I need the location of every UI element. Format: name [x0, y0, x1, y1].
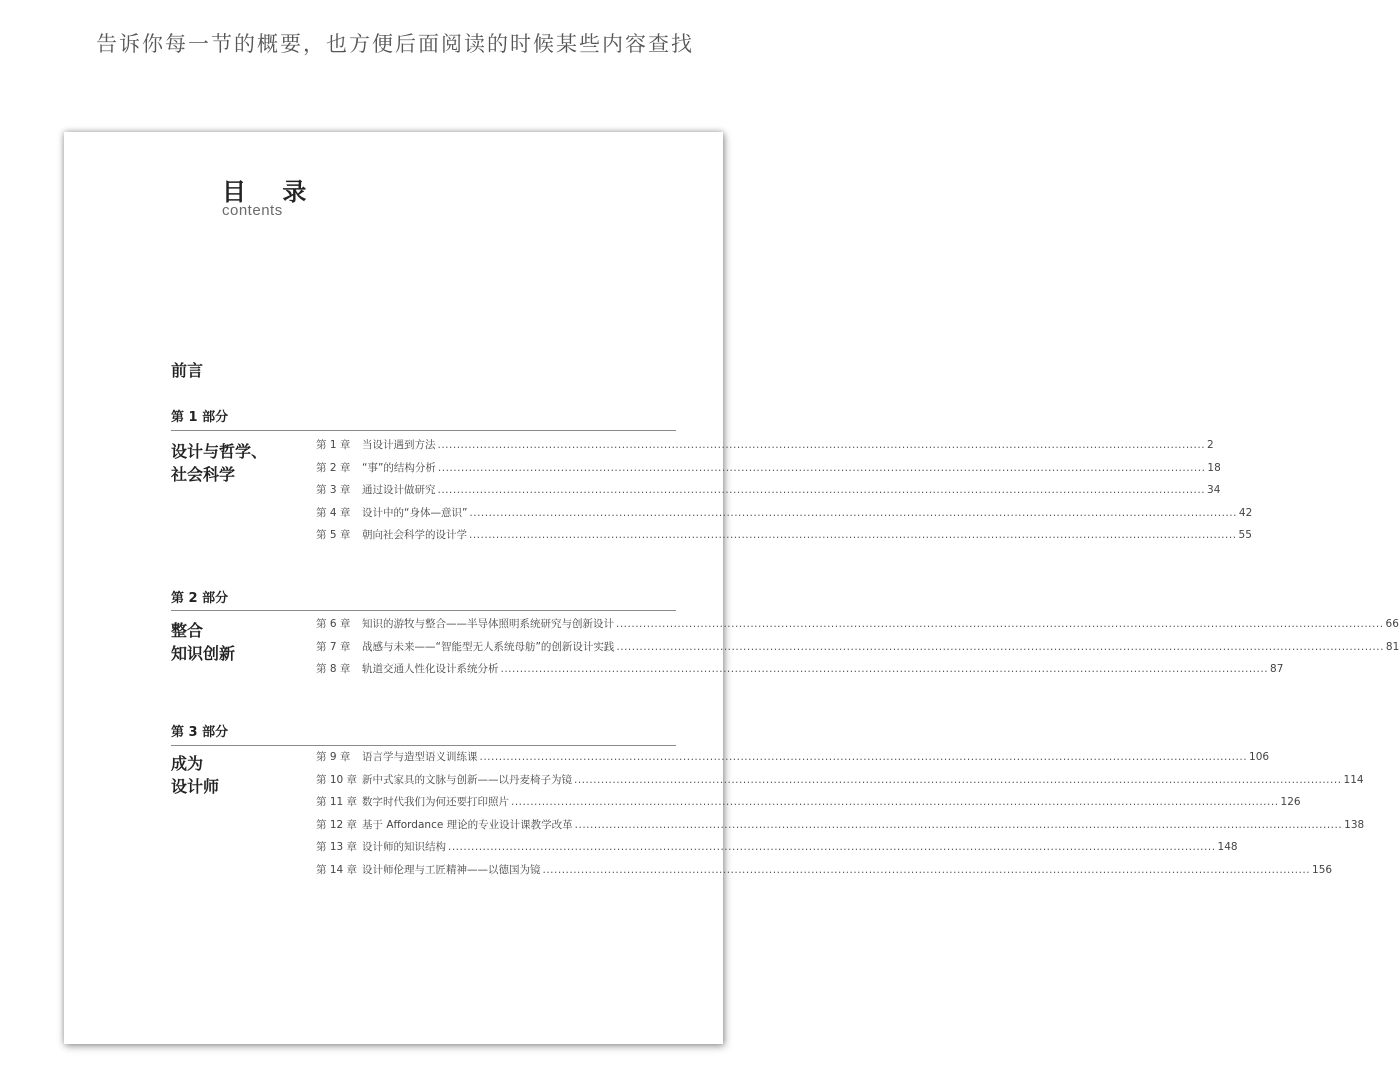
- part-2-divider: [171, 610, 676, 611]
- chapter-title: 语言学与造型语义训练课: [362, 751, 478, 763]
- chapter-number: 第 5 章: [316, 529, 351, 541]
- chapter-page-number: 138: [1344, 818, 1365, 831]
- dot-leader: ........................................................................................................................................................................................................: [542, 863, 1311, 876]
- page-caption: 告诉你每一节的概要，也方便后面阅读的时候某些内容查找: [96, 32, 694, 56]
- part-1-name-line: 设计与哲学、: [171, 442, 268, 461]
- part-1-name: [171, 440, 311, 486]
- chapter-page-number: 156: [1312, 863, 1333, 876]
- chapter-page-number: 114: [1343, 773, 1364, 786]
- chapter-number: 第 4 章: [316, 506, 351, 519]
- chapter-page-number: 18: [1207, 461, 1221, 474]
- chapter-page-number: 55: [1238, 529, 1252, 541]
- part-2-label: 第 2 部分: [171, 591, 229, 606]
- chapter-page-number: 2: [1207, 439, 1214, 451]
- chapter-number: 第 6 章: [316, 618, 351, 630]
- chapter-page-number: 148: [1217, 841, 1238, 853]
- chapter-number: 第 2 章: [316, 461, 351, 474]
- chapter-title: 知识的游牧与整合——半导体照明系统研究与创新设计: [362, 618, 614, 630]
- dot-leader: ........................................................................................................................................................................................................: [448, 841, 1216, 853]
- chapter-page-number: 42: [1238, 506, 1253, 519]
- dot-leader: ........................................................................................................................................................................................................: [616, 618, 1384, 630]
- chapter-entry[interactable]: [316, 772, 1364, 795]
- part-2-name-line: 整合: [171, 621, 204, 640]
- part-1-label: 第 1 部分: [171, 410, 229, 425]
- dot-leader: ........................................................................................................................................................................................................: [574, 773, 1342, 786]
- chapter-entry[interactable]: [316, 460, 1221, 483]
- chapter-page-number: 34: [1207, 484, 1221, 496]
- part-1-chapter-list: [316, 437, 1253, 550]
- dot-leader: ........................................................................................................................................................................................................: [437, 439, 1206, 451]
- chapter-title: 设计师伦理与工匠精神——以德国为镜: [362, 863, 541, 876]
- chapter-entry[interactable]: [316, 749, 1270, 772]
- dot-leader: ........................................................................................................................................................................................................: [469, 506, 1237, 519]
- chapter-title: 通过设计做研究: [362, 484, 436, 496]
- part-2-name: [171, 619, 311, 665]
- chapter-title: 数字时代我们为何还要打印照片: [362, 796, 509, 808]
- part-1-name-line: 社会科学: [171, 465, 236, 484]
- chapter-title: 当设计遇到方法: [362, 439, 436, 451]
- preface-entry[interactable]: 前言: [171, 361, 204, 380]
- dot-leader: ........................................................................................................................................................................................................: [469, 529, 1237, 541]
- dot-leader: ........................................................................................................................................................................................................: [437, 461, 1206, 474]
- chapter-entry[interactable]: [316, 616, 1399, 639]
- chapter-page-number: 66: [1385, 618, 1399, 630]
- dot-leader: ........................................................................................................................................................................................................: [479, 751, 1248, 763]
- chapter-page-number: 106: [1249, 751, 1270, 763]
- part-3-name-line: 设计师: [171, 777, 220, 796]
- chapter-title: 轨道交通人性化设计系统分析: [362, 663, 499, 675]
- chapter-entry[interactable]: [316, 639, 1399, 662]
- chapter-title: 朝向社会科学的设计学: [362, 529, 467, 541]
- chapter-entry[interactable]: [316, 839, 1238, 862]
- toc-subtitle: contents: [222, 202, 283, 219]
- chapter-number: 第 11 章: [316, 796, 358, 808]
- dot-leader: ........................................................................................................................................................................................................: [500, 663, 1269, 675]
- chapter-number: 第 7 章: [316, 640, 351, 653]
- chapter-entry[interactable]: [316, 482, 1221, 505]
- book-page: [64, 132, 1399, 1044]
- chapter-page-number: 87: [1270, 663, 1284, 675]
- chapter-number: 第 9 章: [316, 751, 351, 763]
- part-1-divider: [171, 430, 676, 431]
- part-3-name-line: 成为: [171, 754, 204, 773]
- chapter-entry[interactable]: [316, 437, 1214, 460]
- chapter-number: 第 12 章: [316, 818, 358, 831]
- chapter-title: 战感与未来——“智能型无人系统母舫”的创新设计实践: [362, 640, 615, 653]
- chapter-page-number: 81: [1385, 640, 1399, 653]
- dot-leader: ........................................................................................................................................................................................................: [511, 796, 1279, 808]
- chapter-entry[interactable]: [316, 794, 1301, 817]
- chapter-number: 第 1 章: [316, 439, 351, 451]
- chapter-number: 第 3 章: [316, 484, 351, 496]
- dot-leader: ........................................................................................................................................................................................................: [616, 640, 1384, 653]
- part-3-chapter-list: [316, 749, 1365, 884]
- part-3-divider: [171, 745, 676, 746]
- chapter-title: 基于 Affordance 理论的专业设计课教学改革: [362, 818, 573, 831]
- part-3-label: 第 3 部分: [171, 725, 229, 740]
- chapter-title: 设计中的“身体—意识”: [362, 506, 468, 519]
- toc-title: 目 录: [222, 178, 321, 206]
- chapter-number: 第 8 章: [316, 663, 351, 675]
- part-2-name-line: 知识创新: [171, 644, 236, 663]
- chapter-number: 第 14 章: [316, 863, 358, 876]
- chapter-number: 第 10 章: [316, 773, 358, 786]
- chapter-entry[interactable]: [316, 817, 1365, 840]
- chapter-title: “事”的结构分析: [362, 461, 436, 474]
- chapter-page-number: 126: [1280, 796, 1301, 808]
- dot-leader: ........................................................................................................................................................................................................: [437, 484, 1206, 496]
- part-3-name: [171, 752, 311, 798]
- chapter-entry[interactable]: [316, 661, 1284, 684]
- chapter-entry[interactable]: [316, 527, 1252, 550]
- part-2-chapter-list: [316, 616, 1399, 684]
- chapter-title: 设计师的知识结构: [362, 841, 446, 853]
- chapter-entry[interactable]: [316, 505, 1253, 528]
- chapter-entry[interactable]: [316, 862, 1333, 885]
- chapter-title: 新中式家具的文脉与创新——以丹麦椅子为镜: [362, 773, 572, 786]
- dot-leader: ........................................................................................................................................................................................................: [574, 818, 1343, 831]
- chapter-number: 第 13 章: [316, 841, 358, 853]
